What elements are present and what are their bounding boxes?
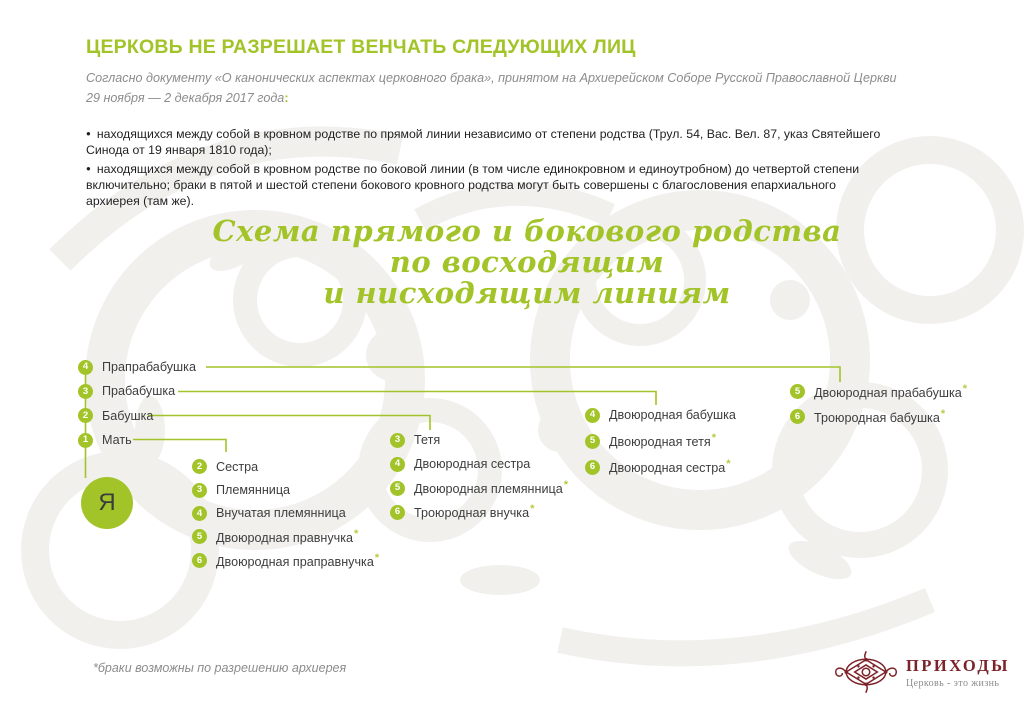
kinship-label: Племянница <box>216 483 291 498</box>
scheme-heading-line3: и нисходящим линиям <box>323 276 731 310</box>
kinship-item <box>78 355 196 379</box>
degree-badge: 4 <box>585 408 600 423</box>
kinship-item <box>78 404 196 428</box>
kinship-item <box>192 502 379 525</box>
kinship-item <box>390 428 568 452</box>
degree-badge: 3 <box>192 483 207 498</box>
self-circle <box>81 477 133 529</box>
subtitle-line2: 29 ноября — 2 декабря 2017 года <box>86 91 285 106</box>
kinship-item <box>192 455 379 478</box>
kinship-item <box>390 500 568 524</box>
bullet-dot-icon: ● <box>86 129 91 138</box>
degree-badge: 4 <box>390 457 405 472</box>
kinship-item <box>192 478 379 501</box>
asterisk-marker: * <box>530 503 535 516</box>
kinship-label: Троюродная внучка* <box>414 503 535 521</box>
kinship-label: Двоюродная праправнучка* <box>216 551 380 569</box>
kinship-label: Сестра <box>216 459 259 474</box>
kinship-item <box>78 379 196 403</box>
degree-badge: 6 <box>585 460 600 475</box>
kinship-item <box>585 454 736 480</box>
kinship-item <box>790 379 967 404</box>
asterisk-marker: * <box>711 432 716 445</box>
kinship-label: Двоюродная правнучка* <box>216 528 359 546</box>
degree-badge: 5 <box>390 481 405 496</box>
kinship-group-direct-line <box>78 355 196 452</box>
footnote: *браки возможны по разрешению архиерея <box>93 661 347 675</box>
degree-badge: 3 <box>78 384 93 399</box>
kinship-item <box>390 452 568 476</box>
kinship-label: Двоюродная племянница* <box>414 479 568 497</box>
header <box>86 36 936 108</box>
kinship-label: Двоюродная тетя* <box>609 432 716 450</box>
kinship-label: Бабушка <box>102 408 154 423</box>
kinship-item <box>585 402 736 428</box>
degree-badge: 6 <box>790 409 805 424</box>
logo-emblem-icon <box>833 649 899 695</box>
asterisk-marker: * <box>962 382 968 395</box>
logo-text <box>906 656 1010 689</box>
degree-badge: 4 <box>78 360 93 375</box>
kinship-label: Мать <box>102 433 132 448</box>
degree-badge: 5 <box>192 529 207 544</box>
kinship-item <box>585 428 736 454</box>
subtitle-line1: Согласно документу «О канонических аспектах церковного брака», принятом на Архиерейском Соборе Русской Православной Церкви <box>86 71 897 85</box>
rule-bullet <box>86 126 892 158</box>
logo-title: ПРИХОДЫ <box>906 655 1010 675</box>
asterisk-marker: * <box>563 479 568 492</box>
kinship-item <box>790 404 967 429</box>
scheme-heading-line1: Схема прямого и бокового родства <box>212 214 842 248</box>
kinship-group-grandaunts-line <box>585 402 736 480</box>
kinship-group-greatgrandaunts-line <box>790 379 967 429</box>
degree-badge: 3 <box>390 433 405 448</box>
page-title: ЦЕРКОВЬ НЕ РАЗРЕШАЕТ ВЕНЧАТЬ СЛЕДУЮЩИХ ЛИЦ <box>86 36 636 58</box>
rules-list <box>86 126 892 212</box>
kinship-label: Внучатая племянница <box>216 506 346 521</box>
kinship-label: Двоюродная бабушка <box>609 408 736 422</box>
degree-badge: 2 <box>192 459 207 474</box>
kinship-label: Двоюродная сестра* <box>609 458 731 476</box>
kinship-item <box>78 428 196 452</box>
degree-badge: 1 <box>78 433 93 448</box>
kinship-item <box>192 549 379 572</box>
kinship-item <box>192 525 379 548</box>
subtitle <box>86 68 936 108</box>
asterisk-marker: * <box>726 458 731 471</box>
kinship-item <box>390 476 568 500</box>
logo <box>833 649 1010 695</box>
subtitle-colon: : <box>284 91 289 106</box>
scheme-heading-line2: по восходящим <box>389 245 665 279</box>
degree-badge: 2 <box>78 408 93 423</box>
kinship-label: Прабабушка <box>102 384 176 399</box>
degree-badge: 5 <box>585 434 600 449</box>
asterisk-marker: * <box>354 528 359 541</box>
bullet-dot-icon: ● <box>86 164 91 173</box>
rule-text: находящихся между собой в кровном родстве по боковой линии (в том числе единокровном и единоутробном) до четвертой степени включительно; браки в пятой и шестой степени бокового кровного родства могут быть совершены с благословения епархиального архиерея (там же). <box>86 162 860 208</box>
kinship-label: Двоюродная сестра <box>414 457 531 471</box>
degree-badge: 5 <box>790 384 805 399</box>
kinship-label: Троюродная бабушка* <box>814 407 946 426</box>
kinship-group-sisters-line <box>192 455 379 572</box>
kinship-label: Тетя <box>414 433 441 447</box>
self-label: Я <box>98 489 116 516</box>
scheme-heading <box>30 216 1024 309</box>
rule-text: находящихся между собой в кровном родстве по прямой линии независимо от степени родства (Трул. 54, Вас. Вел. 87, указ Святейшего Синода от 19 января 1810 года); <box>86 127 881 157</box>
rule-bullet <box>86 161 892 209</box>
asterisk-marker: * <box>940 407 946 420</box>
degree-badge: 6 <box>192 553 207 568</box>
kinship-group-aunts-line <box>390 428 568 524</box>
degree-badge: 4 <box>192 506 207 521</box>
kinship-label: Двоюродная прабабушка* <box>814 382 968 401</box>
logo-tagline: Церковь - это жизнь <box>906 677 1000 689</box>
connector-greatgreatgrandmother-branch <box>206 367 840 382</box>
degree-badge: 6 <box>390 505 405 520</box>
asterisk-marker: * <box>374 551 380 564</box>
kinship-label: Прапрабабушка <box>102 360 196 375</box>
